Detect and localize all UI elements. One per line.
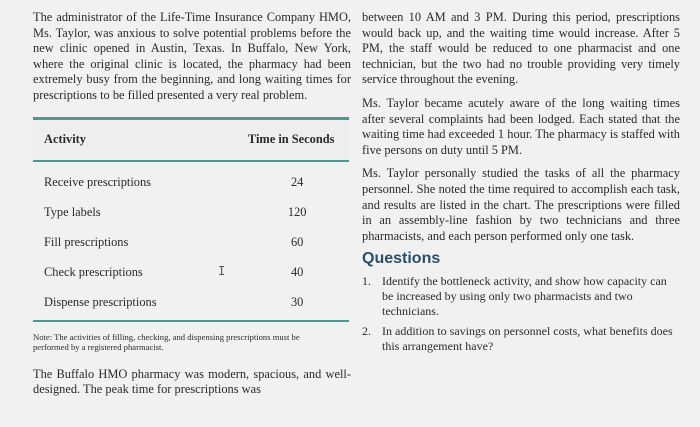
question-item	[362, 274, 680, 318]
closing-paragraph: The Buffalo HMO pharmacy was modern, spacious, and well-designed. The peak time for prescriptions was	[33, 366, 351, 397]
row-activity: Receive prescriptions	[44, 175, 152, 190]
question-text: Identify the bottleneck activity, and show how capacity can be increased by using only two pharmacists and two technicians.	[382, 274, 667, 318]
table-row	[33, 288, 349, 318]
row-activity: Type labels	[44, 205, 101, 220]
row-time: 60	[290, 235, 304, 250]
left-column	[33, 10, 351, 398]
question-item	[362, 324, 680, 353]
table-header	[33, 117, 349, 162]
row-time: 40	[290, 265, 304, 280]
intro-paragraph: The administrator of the Life-Time Insurance Company HMO, Ms. Taylor, was anxious to solve potential problems before the new clinic opened in Austin, Texas. In Buffalo, New York, where the original clinic is located, the pharmacy had been extremely busy from the beginning, and long waiting times for prescriptions to be filled presented a very real problem.	[33, 10, 351, 102]
paragraph-peak-time: between 10 AM and 3 PM. During this period, prescriptions would back up, and the waiting time would increase. After 5 PM, the staff would be reduced to one pharmacist and one technician, but the two had no trouble providing very timely service throughout the evening.	[362, 10, 680, 87]
header-time: Time in Seconds	[247, 132, 335, 147]
row-time: 120	[287, 205, 307, 220]
row-activity: Check prescriptions	[44, 265, 143, 280]
row-activity: Dispense prescriptions	[44, 295, 157, 310]
table-note: Note: The activities of filling, checking, and dispensing prescriptions must be performed by a registered pharmacist.	[33, 331, 300, 353]
question-number: 1.	[362, 274, 371, 289]
paragraph-complaints: Ms. Taylor became acutely aware of the long waiting times after several complaints had been lodged. Each stated that the waiting time had exceeded 1 hour. The pharmacy is staffed with five persons on duty until 5 PM.	[362, 95, 680, 157]
question-text: In addition to savings on personnel costs, what benefits does this arrangement have?	[382, 324, 673, 353]
table-row	[33, 168, 349, 198]
questions-list	[362, 274, 680, 353]
table-row	[33, 258, 349, 288]
table-row	[33, 228, 349, 258]
questions-heading: Questions	[362, 250, 441, 268]
row-activity: Fill prescriptions	[44, 235, 129, 250]
question-number: 2.	[362, 324, 371, 339]
table-row	[33, 198, 349, 228]
paragraph-task-study: Ms. Taylor personally studied the tasks of all the pharmacy personnel. She noted the time required to accomplish each task, and results are listed in the chart. The prescriptions were filled in an assembly-line fashion by two technicians and three pharmacists, and each person performed only one task.	[362, 166, 680, 243]
right-column	[362, 10, 680, 359]
table-body	[33, 162, 349, 322]
activity-table	[33, 117, 349, 322]
row-time: 30	[290, 295, 304, 310]
header-activity: Activity	[44, 132, 86, 147]
text-cursor-icon: I	[218, 264, 226, 278]
row-time: 24	[290, 175, 304, 190]
